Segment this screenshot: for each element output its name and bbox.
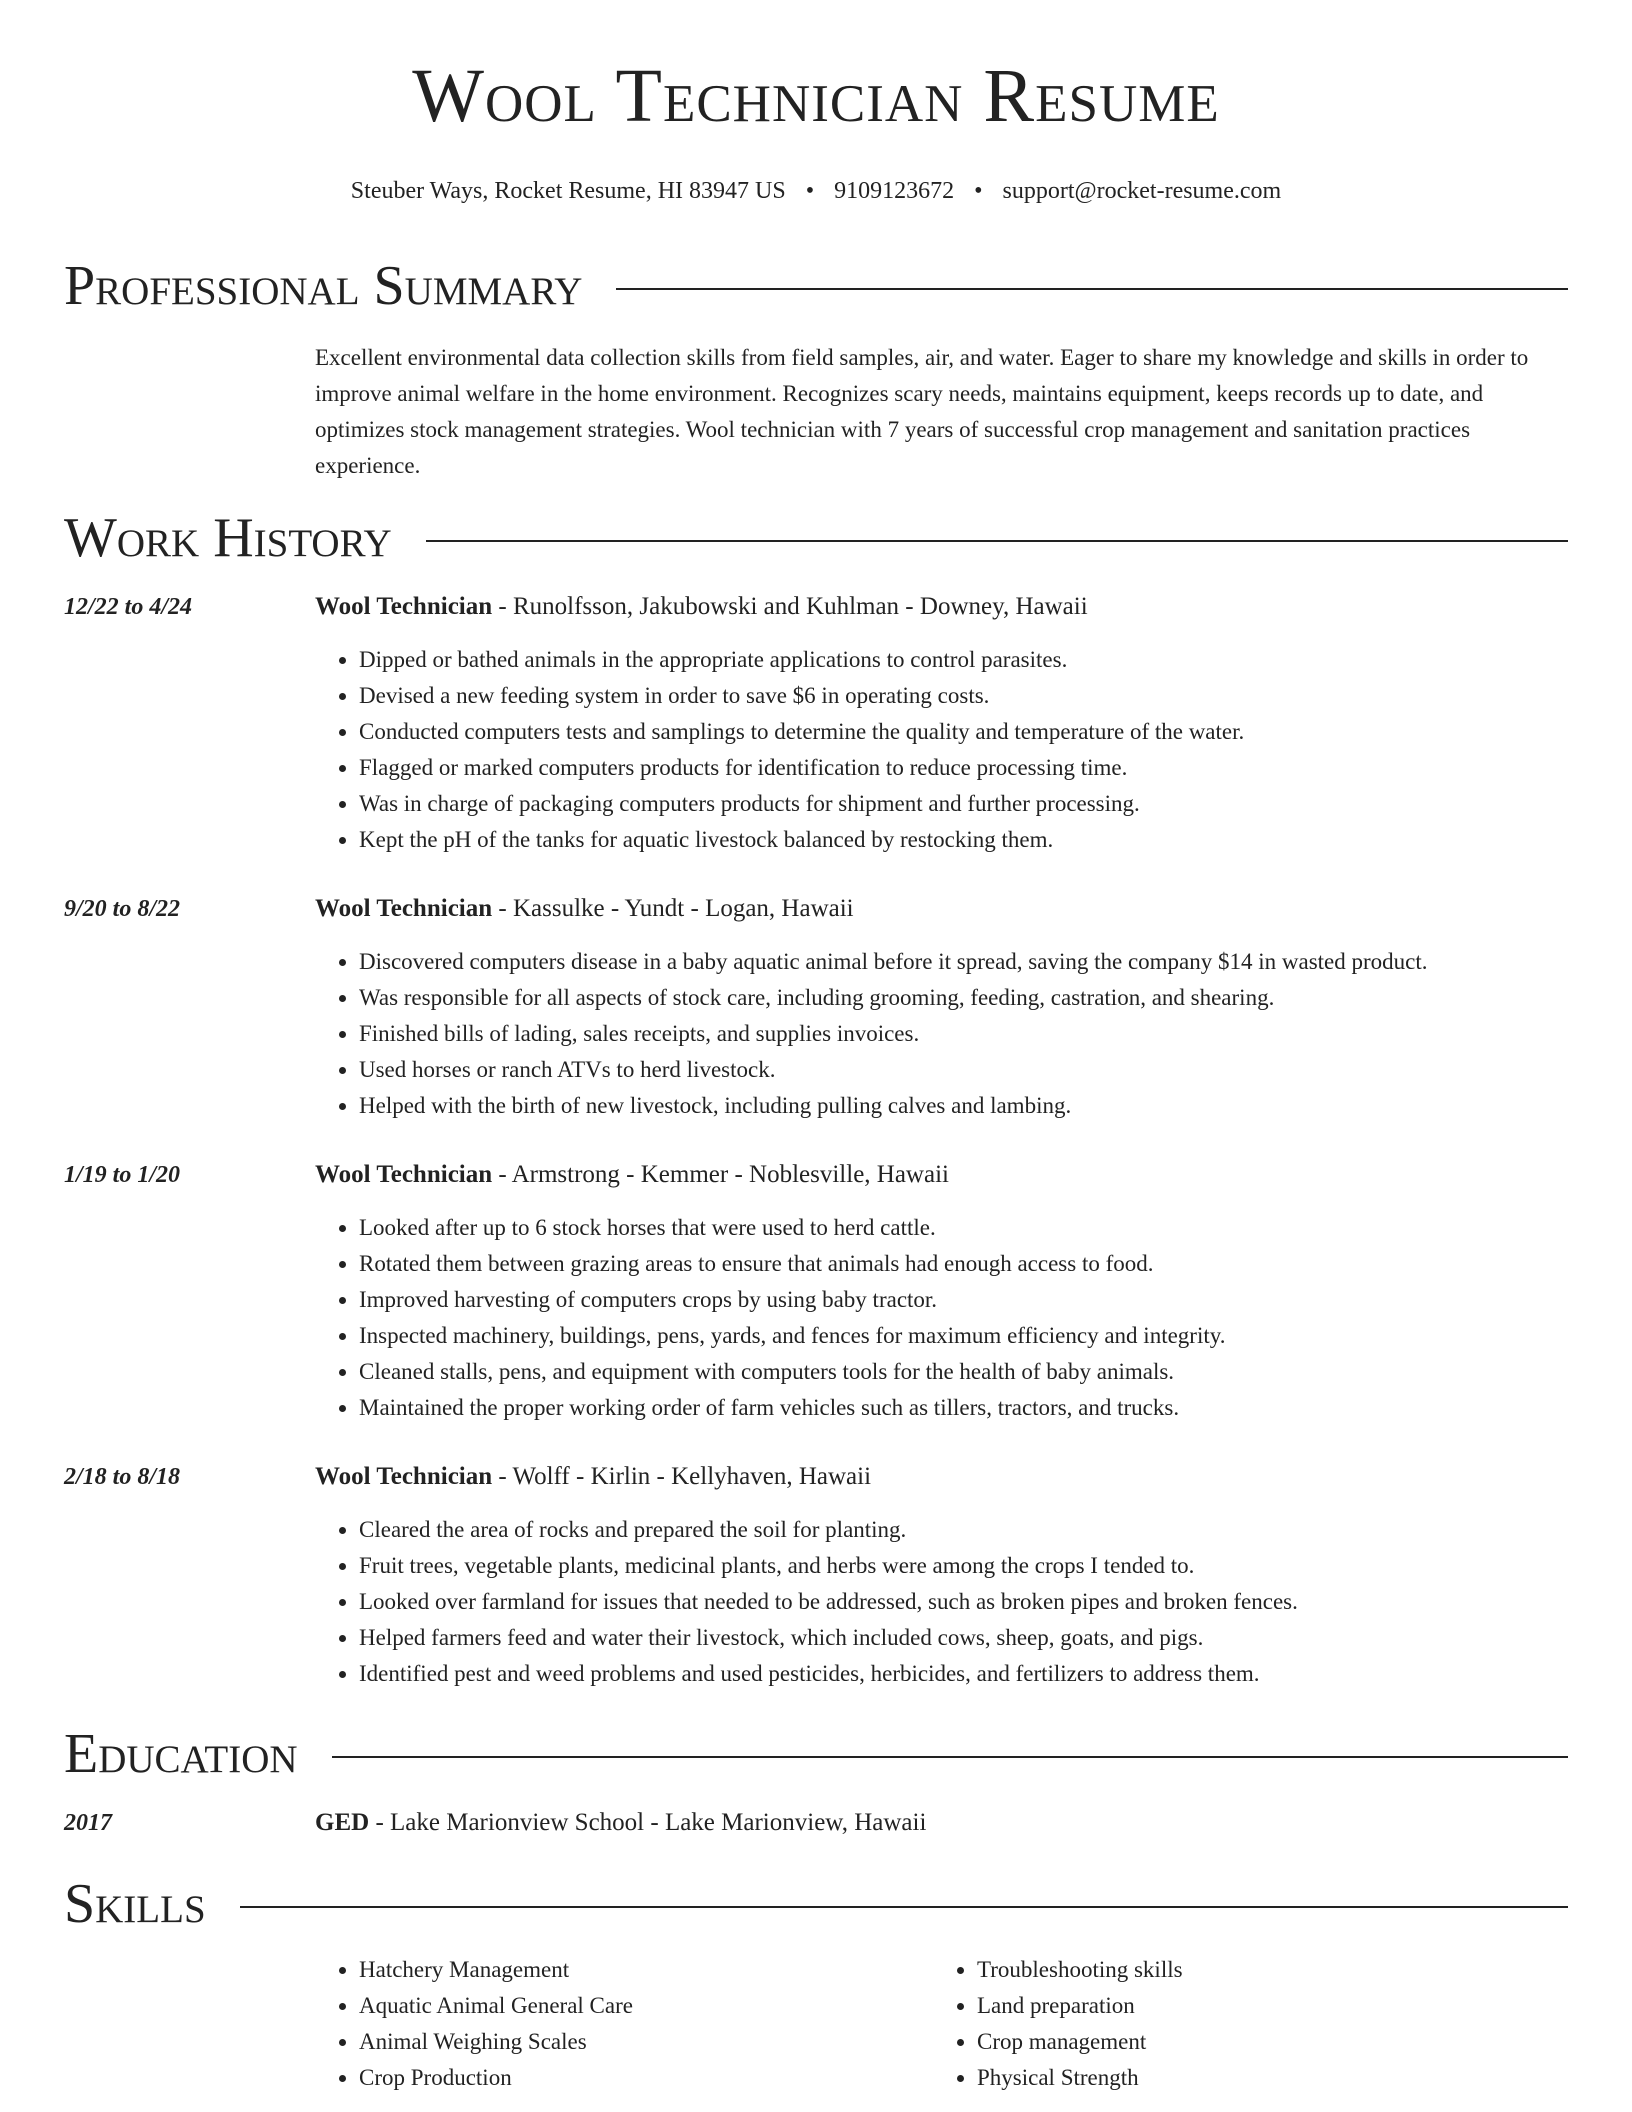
job-bullet: • Inspected machinery, buildings, pens, yards, and fences for maximum efficiency and integrity. [359,1318,1568,1354]
job-bullet: • Discovered computers disease in a baby aquatic animal before it spread, saving the company $14 in wasted product. [359,944,1568,980]
job-bullets [315,944,1568,1124]
job-details: - Wolff - Kirlin - Kellyhaven, Hawaii [492,1463,872,1490]
resume-title: Wool Technician Resume [412,54,1220,138]
job-bullet: • Fruit trees, vegetable plants, medicinal plants, and herbs were among the crops I tended to. [359,1548,1568,1584]
job-role: Wool Technician [315,895,493,922]
section-title: Skills [64,1873,206,1935]
job-bullet: • Flagged or marked computers products for identification to reduce processing time. [359,750,1568,786]
job-bullet: • Rotated them between grazing areas to ensure that animals had enough access to food. [359,1246,1568,1282]
summary-section [64,256,1568,484]
section-divider [426,540,1568,542]
job-bullets [315,1512,1568,1692]
job-bullet: • Maintained the proper working order of farm vehicles such as tillers, tractors, and trucks. [359,1390,1568,1426]
section-title: Work History [64,507,392,569]
job-bullets [315,1210,1568,1426]
skill-item: • Aquatic Animal General Care [359,1988,933,2024]
section-header [64,1874,1568,1934]
summary-text: Excellent environmental data collection skills from field samples, air, and water. Eager to share my knowledge and skills in order to improve animal welfare in the home environment. Recognizes scary needs, maintains equipment, keeps records up to date, and optimizes stock management strategies. Wool technician with 7 years of successful crop management and sanitation practices experience. [315,345,1529,478]
skill-item: • Crop Production [359,2060,933,2096]
job-entry [64,592,1568,858]
job-entry [64,1462,1568,1692]
job-bullet: • Looked over farmland for issues that needed to be addressed, such as broken pipes and broken fences. [359,1584,1568,1620]
job-role: Wool Technician [315,1161,493,1188]
skill-item: • Animal Weighing Scales [359,2024,933,2060]
job-details: - Armstrong - Kemmer - Noblesville, Hawaii [492,1161,949,1188]
education-year: 2017 [64,1810,112,1836]
job-bullet: • Identified pest and weed problems and used pesticides, herbicides, and fertilizers to address them. [359,1656,1568,1692]
job-entry [64,1160,1568,1426]
job-heading [315,592,1568,622]
skill-item: • Crop management [977,2024,1547,2060]
job-bullet: • Was in charge of packaging computers products for shipment and further processing. [359,786,1568,822]
job-heading [315,1160,1568,1190]
work-history-section [64,508,1568,568]
job-bullet: • Was responsible for all aspects of stock care, including grooming, feeding, castration, and shearing. [359,980,1568,1016]
skill-item: • Physical Strength [977,2060,1547,2096]
section-divider [332,1756,1568,1758]
contact-phone: 9109123672 [834,178,955,204]
job-bullet: • Cleaned stalls, pens, and equipment with computers tools for the health of baby animals. [359,1354,1568,1390]
job-dates: 9/20 to 8/22 [64,896,181,922]
skill-item: • Troubleshooting skills [977,1952,1547,1988]
skills-grid [315,1952,1568,2096]
skill-item: • Hatchery Management [359,1952,933,1988]
job-bullet: • Finished bills of lading, sales receipts, and supplies invoices. [359,1016,1568,1052]
job-bullet: • Improved harvesting of computers crops by using baby tractor. [359,1282,1568,1318]
contact-address: Steuber Ways, Rocket Resume, HI 83947 US [350,178,786,204]
section-divider [616,288,1568,290]
education-degree: GED [315,1809,370,1836]
job-dates: 12/22 to 4/24 [64,594,193,620]
job-bullet: • Cleared the area of rocks and prepared the soil for planting. [359,1512,1568,1548]
skills-column [933,1952,1547,2096]
job-dates: 2/18 to 8/18 [64,1464,181,1490]
skills-section [64,1874,1568,2096]
job-details: - Runolfsson, Jakubowski and Kuhlman - Downey, Hawaii [492,593,1088,620]
job-role: Wool Technician [315,1463,493,1490]
job-role: Wool Technician [315,593,493,620]
job-bullet: • Conducted computers tests and samplings to determine the quality and temperature of the water. [359,714,1568,750]
job-bullet: • Looked after up to 6 stock horses that were used to herd cattle. [359,1210,1568,1246]
section-title: Education [64,1723,298,1785]
education-heading [315,1808,1568,1838]
job-dates: 1/19 to 1/20 [64,1162,181,1188]
job-bullet: • Kept the pH of the tanks for aquatic livestock balanced by restocking them. [359,822,1568,858]
job-heading [315,894,1568,924]
job-details: - Kassulke - Yundt - Logan, Hawaii [492,895,854,922]
contact-email: support@rocket-resume.com [1002,178,1282,204]
job-entry [64,894,1568,1124]
contact-separator: • [805,178,815,204]
education-section [64,1724,1568,1784]
job-bullet: • Helped with the birth of new livestock, including pulling calves and lambing. [359,1088,1568,1124]
skill-item: • Land preparation [977,1988,1547,2024]
contact-line [0,176,1632,206]
job-bullet: • Dipped or bathed animals in the appropriate applications to control parasites. [359,642,1568,678]
skills-column [315,1952,933,2096]
section-header [64,256,1568,316]
section-header [64,1724,1568,1784]
job-heading [315,1462,1568,1492]
section-header [64,508,1568,568]
job-bullet: • Helped farmers feed and water their livestock, which included cows, sheep, goats, and pigs. [359,1620,1568,1656]
contact-separator: • [974,178,983,204]
job-bullet: • Devised a new feeding system in order to save $6 in operating costs. [359,678,1568,714]
section-title: Professional Summary [64,255,583,317]
job-bullet: • Used horses or ranch ATVs to herd livestock. [359,1052,1568,1088]
education-details: - Lake Marionview School - Lake Marionview, Hawaii [369,1809,927,1836]
section-divider [240,1906,1568,1908]
education-entry [64,1808,1568,1838]
job-bullets [315,642,1568,858]
